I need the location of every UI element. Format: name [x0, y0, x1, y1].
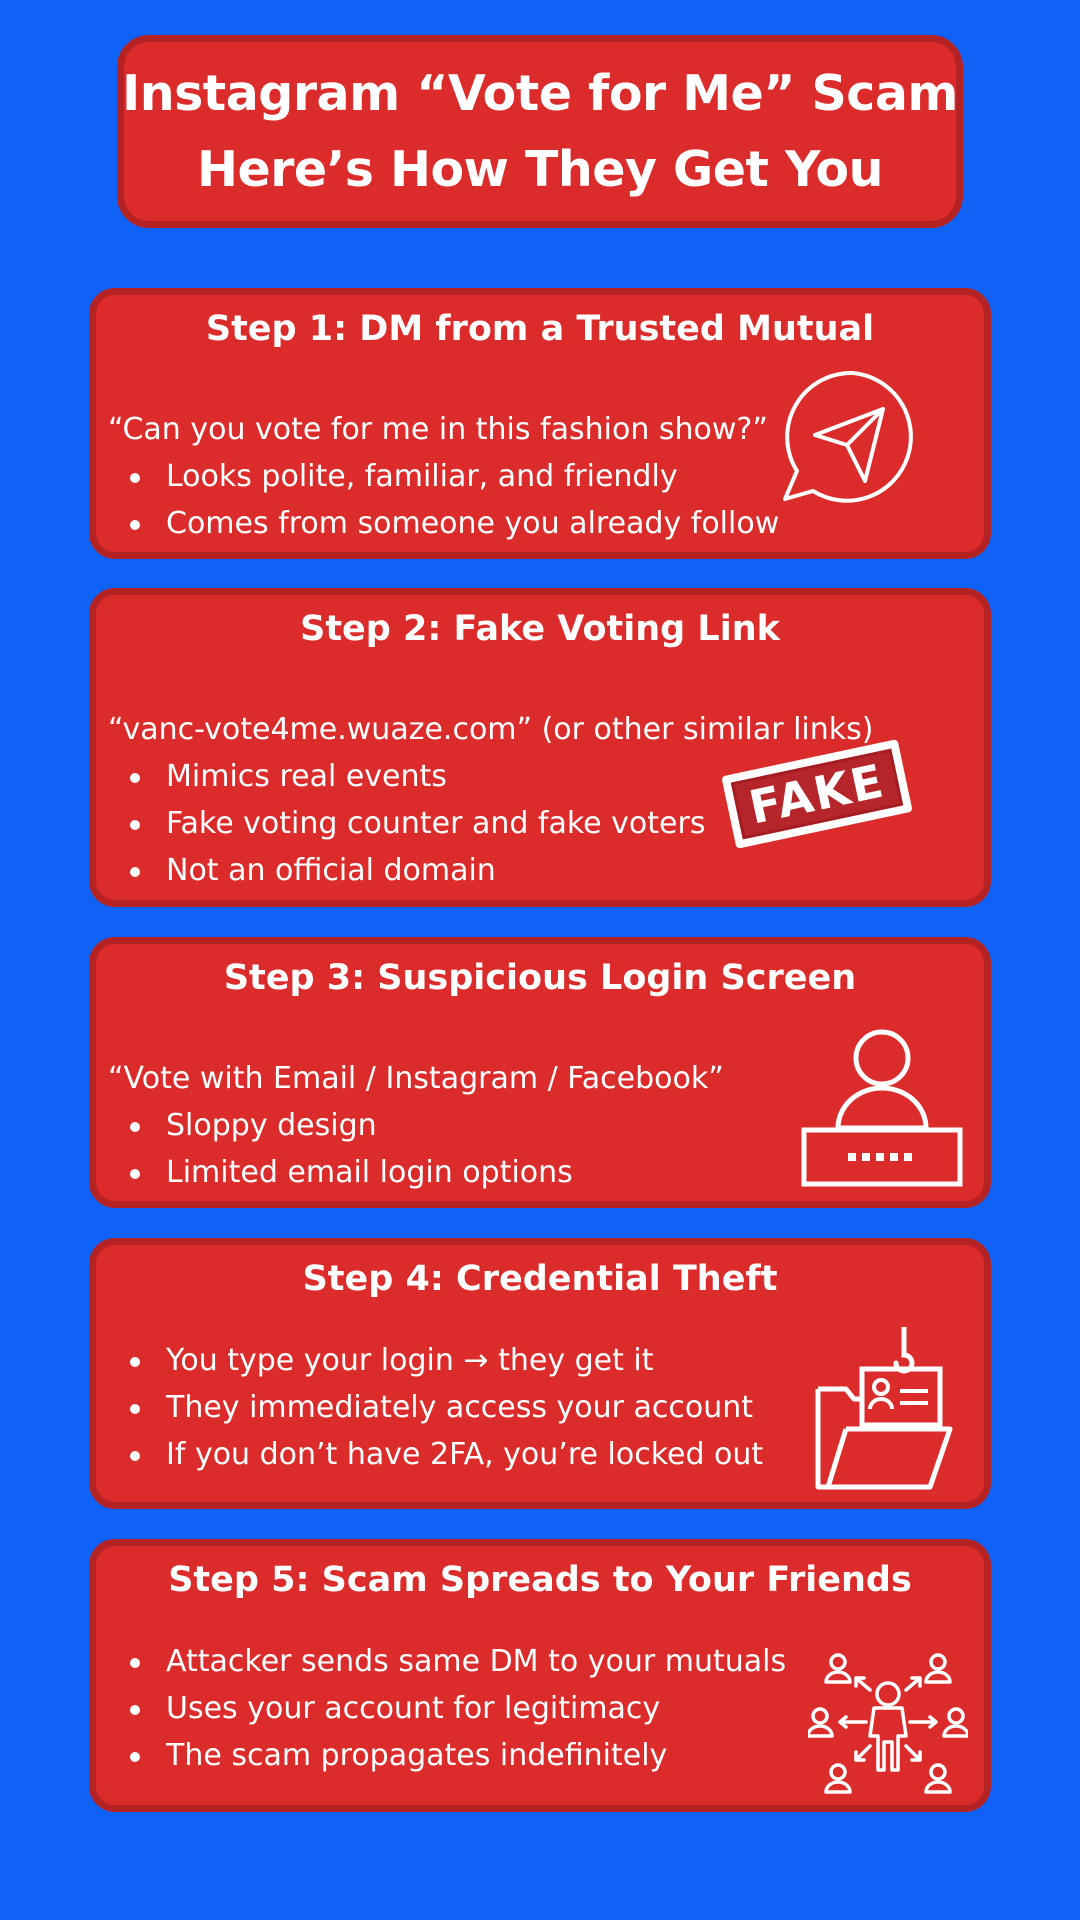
list-item: Comes from someone you already follow — [108, 500, 779, 547]
step-2-bullets — [108, 753, 705, 894]
list-item: Mimics real events — [108, 753, 705, 800]
step-5-title: Step 5: Scam Spreads to Your Friends — [168, 1560, 912, 1600]
list-item: Looks polite, familiar, and friendly — [108, 453, 779, 500]
step-4-bullets — [108, 1337, 763, 1478]
list-item: Attacker sends same DM to your mutuals — [108, 1638, 786, 1685]
step-1-quote: “Can you vote for me in this fashion show?” — [108, 412, 768, 447]
paper-plane-chat-icon — [773, 365, 917, 509]
step-1-card — [89, 288, 991, 559]
list-item: Fake voting counter and fake voters — [108, 800, 705, 847]
step-5-card — [89, 1539, 991, 1812]
step-3-card — [89, 937, 991, 1208]
step-4-title: Step 4: Credential Theft — [302, 1259, 778, 1299]
fake-stamp-text: FAKE — [731, 749, 903, 840]
phishing-hook-folder-icon — [806, 1325, 956, 1495]
list-item: Limited email login options — [108, 1149, 573, 1196]
fake-stamp-icon — [721, 739, 912, 849]
step-2-quote: “vanc-vote4me.wuaze.com” (or other similar links) — [108, 712, 874, 747]
user-login-icon — [796, 1020, 968, 1192]
title-banner — [117, 35, 963, 228]
list-item: You type your login → they get it — [108, 1337, 763, 1384]
list-item: Uses your account for legitimacy — [108, 1685, 786, 1732]
step-3-quote: “Vote with Email / Instagram / Facebook” — [108, 1061, 724, 1096]
step-2-card — [89, 588, 991, 907]
page-title-line2: Here’s How They Get You — [197, 140, 883, 198]
network-spread-icon — [808, 1646, 968, 1806]
step-5-bullets — [108, 1638, 786, 1779]
list-item: The scam propagates indefinitely — [108, 1732, 786, 1779]
list-item: They immediately access your account — [108, 1384, 763, 1431]
list-item: Sloppy design — [108, 1102, 573, 1149]
step-2-title: Step 2: Fake Voting Link — [300, 609, 780, 649]
step-1-title: Step 1: DM from a Trusted Mutual — [205, 309, 875, 349]
step-4-card — [89, 1238, 991, 1509]
list-item: Not an official domain — [108, 847, 705, 894]
step-3-title: Step 3: Suspicious Login Screen — [223, 958, 857, 998]
step-1-bullets — [108, 453, 779, 547]
page-title-line1: Instagram “Vote for Me” Scam — [122, 64, 958, 122]
list-item: If you don’t have 2FA, you’re locked out — [108, 1431, 763, 1478]
step-3-bullets — [108, 1102, 573, 1196]
